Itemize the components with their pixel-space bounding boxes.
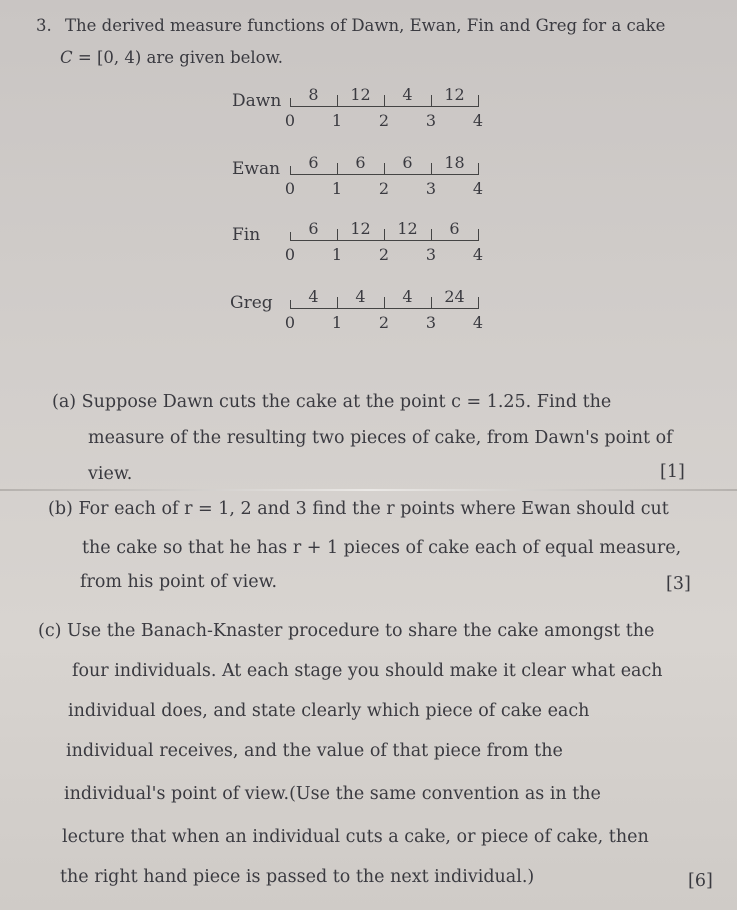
segment-value: 12: [444, 85, 465, 104]
axis-tick: [384, 163, 385, 175]
axis-tick: [431, 95, 432, 107]
segment-value: 12: [350, 85, 371, 104]
part-a: [52, 394, 611, 412]
axis-number: 2: [378, 313, 390, 332]
part-a-label: (a): [52, 392, 77, 412]
measure-name: Fin: [232, 225, 261, 245]
cake-symbol: C: [60, 48, 73, 67]
part-c-line-5: individual's point of view.(Use the same convention as in the: [64, 784, 601, 804]
part-c-line-3: individual does, and state clearly which piece of cake each: [68, 701, 590, 721]
segment-value: 8: [308, 85, 319, 104]
segment-value: 6: [308, 153, 319, 172]
axis-number: 4: [472, 313, 484, 332]
measure-name: Greg: [230, 293, 273, 313]
axis-number: 0: [284, 111, 296, 130]
cake-definition: [60, 48, 283, 67]
axis-number: 1: [331, 179, 343, 198]
question-number: 3.: [36, 16, 52, 35]
part-c: [38, 623, 654, 641]
axis-number: 1: [331, 111, 343, 130]
axis-number: 0: [284, 179, 296, 198]
part-a-line-2: measure of the resulting two pieces of cake, from Dawn's point of: [88, 428, 673, 448]
part-c-text-1: Use the Banach-Knaster procedure to share the cake amongst the: [67, 621, 655, 641]
axis-number: 1: [331, 313, 343, 332]
axis-number: 3: [425, 179, 437, 198]
measure-name: Ewan: [232, 159, 281, 179]
axis-tick: [431, 297, 432, 309]
axis-tick: [478, 229, 479, 241]
axis-tick: [337, 297, 338, 309]
axis-number: 4: [472, 245, 484, 264]
axis-tick: [337, 163, 338, 175]
part-c-line-2: four individuals. At each stage you should make it clear what each: [72, 661, 663, 681]
part-c-line-4: individual receives, and the value of that piece from the: [66, 741, 563, 761]
segment-value: 24: [444, 287, 465, 306]
axis-tick: [478, 95, 479, 107]
cake-interval: = [0, 4) are given below.: [72, 48, 284, 67]
axis-number: 2: [378, 245, 390, 264]
axis-number: 4: [472, 179, 484, 198]
part-c-marks: [6]: [688, 871, 713, 891]
segment-value: 6: [355, 153, 366, 172]
axis-number: 4: [472, 111, 484, 130]
part-a-text-1: Suppose Dawn cuts the cake at the point c = 1.25. Find the: [81, 392, 612, 412]
measure-name: Dawn: [232, 91, 282, 111]
segment-value: 12: [350, 219, 371, 238]
part-c-label: (c): [38, 621, 62, 641]
axis-tick: [478, 163, 479, 175]
segment-value: 4: [308, 287, 319, 306]
measure-row-greg: [0, 287, 737, 350]
part-a-line-3: view.: [88, 464, 133, 484]
axis-number: 0: [284, 245, 296, 264]
axis-tick: [384, 297, 385, 309]
part-b-marks: [3]: [666, 574, 691, 594]
segment-value: 4: [355, 287, 366, 306]
part-b: [48, 501, 669, 519]
measure-row-ewan: [0, 153, 737, 216]
axis-number: 1: [331, 245, 343, 264]
axis-tick: [431, 163, 432, 175]
measure-row-fin: [0, 219, 737, 282]
question-header: [36, 16, 665, 35]
axis-number: 3: [425, 245, 437, 264]
segment-value: 18: [444, 153, 465, 172]
part-b-line-2: the cake so that he has r + 1 pieces of cake each of equal measure,: [82, 538, 682, 558]
segment-value: 6: [449, 219, 460, 238]
axis-number: 2: [378, 111, 390, 130]
axis-number: 2: [378, 179, 390, 198]
part-b-line-3: from his point of view.: [80, 572, 278, 592]
paper-fold: [0, 489, 737, 491]
segment-value: 6: [402, 153, 413, 172]
part-a-line-1: [52, 394, 611, 412]
segment-value: 4: [402, 85, 413, 104]
part-c-line-7: the right hand piece is passed to the next individual.): [60, 867, 535, 887]
part-a-marks: [1]: [660, 462, 685, 482]
segment-value: 4: [402, 287, 413, 306]
part-b-label: (b): [48, 499, 73, 519]
question-intro: The derived measure functions of Dawn, Ewan, Fin and Greg for a cake: [65, 16, 666, 35]
axis-tick: [337, 95, 338, 107]
axis-number: 3: [425, 313, 437, 332]
axis-number: 0: [284, 313, 296, 332]
axis-number: 3: [425, 111, 437, 130]
measure-row-dawn: [0, 85, 737, 148]
part-b-text-1: For each of r = 1, 2 and 3 find the r points where Ewan should cut: [78, 499, 669, 519]
axis-tick: [384, 229, 385, 241]
segment-value: 12: [397, 219, 418, 238]
axis-tick: [337, 229, 338, 241]
segment-value: 6: [308, 219, 319, 238]
axis-tick: [431, 229, 432, 241]
axis-tick: [478, 297, 479, 309]
part-c-line-6: lecture that when an individual cuts a cake, or piece of cake, then: [62, 827, 649, 847]
axis-tick: [384, 95, 385, 107]
